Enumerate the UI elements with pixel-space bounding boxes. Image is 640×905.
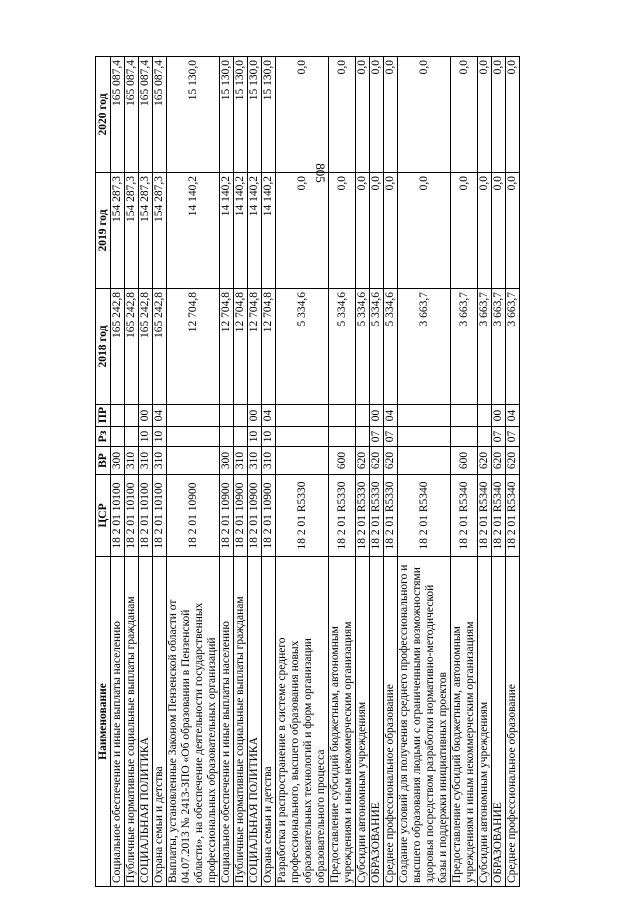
row-vr-cell: 620: [370, 447, 384, 475]
row-2018-cell: 12 704,8: [167, 289, 220, 405]
row-2018-cell: 12 704,8: [220, 289, 234, 405]
rotated-table-wrapper: [95, 57, 570, 887]
table-row: [167, 57, 220, 887]
header-2020: 2020 год: [96, 57, 111, 173]
row-pr-cell: 00: [370, 405, 384, 427]
row-2018-cell: 5 334,6: [276, 289, 329, 405]
row-2020-cell: 165 087,4: [139, 57, 153, 173]
row-pr-cell: 00: [492, 405, 506, 427]
row-vr-cell: [276, 447, 329, 475]
row-2020-cell: 0,0: [506, 57, 520, 173]
row-2018-cell: 12 704,8: [234, 289, 248, 405]
row-vr-cell: 620: [478, 447, 492, 475]
table-row: [370, 57, 384, 887]
row-2018-cell: 5 334,6: [356, 289, 370, 405]
row-rz-cell: 07: [370, 427, 384, 447]
table-row: [451, 57, 478, 887]
row-rz-cell: [167, 427, 220, 447]
row-2020-cell: 15 130,0: [220, 57, 234, 173]
row-name-cell: Среднее профессиональное образование: [384, 557, 398, 887]
row-2019-cell: 154 287,3: [125, 173, 139, 289]
row-2019-cell: 14 140,2: [220, 173, 234, 289]
row-name-cell: Предоставление субсидий бюджетным, автономным учреждениям и иным некоммерческим организациям: [451, 557, 478, 887]
row-pr-cell: [356, 405, 370, 427]
row-2019-cell: 154 287,3: [139, 173, 153, 289]
row-csr-cell: 18 2 01 R5330: [276, 475, 329, 557]
row-name-cell: Субсидии автономным учреждениям: [478, 557, 492, 887]
row-rz-cell: [451, 427, 478, 447]
row-name-cell: Охрана семьи и детства: [153, 557, 167, 887]
row-pr-cell: 00: [139, 405, 153, 427]
table-row: [356, 57, 370, 887]
row-vr-cell: 310: [262, 447, 276, 475]
row-name-cell: Публичные нормативные социальные выплаты гражданам: [234, 557, 248, 887]
row-vr-cell: 300: [220, 447, 234, 475]
row-2019-cell: 14 140,2: [234, 173, 248, 289]
row-name-cell: Предоставление субсидий бюджетным, автономным учреждениям и иным некоммерческим организациям: [329, 557, 356, 887]
row-name-cell: Публичные нормативные социальные выплаты гражданам: [125, 557, 139, 887]
row-2020-cell: 165 087,4: [153, 57, 167, 173]
row-rz-cell: [478, 427, 492, 447]
row-2018-cell: 3 663,7: [478, 289, 492, 405]
row-name-cell: Разработка и распространение в системе среднего профессионального, высшего образования новых образовательных технологий и форм организации образовательного процесса: [276, 557, 329, 887]
row-vr-cell: 300: [111, 447, 125, 475]
row-2019-cell: 14 140,2: [262, 173, 276, 289]
row-name-cell: Социальное обеспечение и иные выплаты населению: [220, 557, 234, 887]
row-name-cell: ОБРАЗОВАНИЕ: [370, 557, 384, 887]
row-2018-cell: 3 663,7: [451, 289, 478, 405]
row-2020-cell: 0,0: [276, 57, 329, 173]
row-2018-cell: 12 704,8: [248, 289, 262, 405]
row-2020-cell: 15 130,0: [167, 57, 220, 173]
row-name-cell: Выплаты, установленные Законом Пензенской области от 04.07.2013 № 2413-ЗПО «Об образовании в Пензенской области», на обеспечение деятельности государственных профессиональных образовательных организаций: [167, 557, 220, 887]
row-name-cell: Социальное обеспечение и иные выплаты населению: [111, 557, 125, 887]
row-pr-cell: [478, 405, 492, 427]
row-rz-cell: [220, 427, 234, 447]
row-csr-cell: 18 2 01 R5330: [356, 475, 370, 557]
row-name-cell: СОЦИАЛЬНАЯ ПОЛИТИКА: [139, 557, 153, 887]
page-number: 805: [313, 163, 328, 183]
table-row: [248, 57, 262, 887]
row-csr-cell: 18 2 01 10100: [125, 475, 139, 557]
row-vr-cell: 310: [139, 447, 153, 475]
row-2020-cell: 15 130,0: [234, 57, 248, 173]
row-csr-cell: 18 2 01 10100: [111, 475, 125, 557]
row-2019-cell: 0,0: [329, 173, 356, 289]
row-rz-cell: [356, 427, 370, 447]
row-2020-cell: 15 130,0: [248, 57, 262, 173]
row-pr-cell: 04: [384, 405, 398, 427]
table-row: [153, 57, 167, 887]
budget-table: [95, 56, 520, 887]
table-header-row: [96, 57, 111, 887]
row-vr-cell: [398, 447, 451, 475]
row-rz-cell: 10: [248, 427, 262, 447]
table-row: [111, 57, 125, 887]
row-csr-cell: 18 2 01 R5340: [478, 475, 492, 557]
table-row: [398, 57, 451, 887]
row-2019-cell: 0,0: [506, 173, 520, 289]
row-pr-cell: [125, 405, 139, 427]
row-name-cell: Создание условий для получения среднего профессионального и высшего образования людьми с ограниченными возможностями здоровья посредством разработки нормативно-методической базы и поддержки инициативных проектов: [398, 557, 451, 887]
row-vr-cell: 620: [506, 447, 520, 475]
row-csr-cell: 18 2 01 10900: [248, 475, 262, 557]
row-vr-cell: [167, 447, 220, 475]
table-row: [262, 57, 276, 887]
row-2018-cell: 5 334,6: [329, 289, 356, 405]
row-2018-cell: 165 242,8: [111, 289, 125, 405]
row-2020-cell: 0,0: [398, 57, 451, 173]
row-2020-cell: 15 130,0: [262, 57, 276, 173]
row-2019-cell: 14 140,2: [248, 173, 262, 289]
row-2018-cell: 3 663,7: [492, 289, 506, 405]
row-vr-cell: 620: [356, 447, 370, 475]
row-rz-cell: [398, 427, 451, 447]
table-row: [478, 57, 492, 887]
row-csr-cell: 18 2 01 10900: [167, 475, 220, 557]
row-rz-cell: 10: [262, 427, 276, 447]
row-2019-cell: 0,0: [370, 173, 384, 289]
row-2018-cell: 3 663,7: [398, 289, 451, 405]
row-2020-cell: 0,0: [384, 57, 398, 173]
row-vr-cell: 310: [153, 447, 167, 475]
row-rz-cell: [276, 427, 329, 447]
row-rz-cell: [111, 427, 125, 447]
row-pr-cell: 04: [153, 405, 167, 427]
row-csr-cell: 18 2 01 10100: [153, 475, 167, 557]
row-rz-cell: 07: [492, 427, 506, 447]
row-pr-cell: [234, 405, 248, 427]
header-rz: Рз: [96, 427, 111, 447]
row-2019-cell: 0,0: [398, 173, 451, 289]
row-name-cell: Среднее профессиональное образование: [506, 557, 520, 887]
row-vr-cell: 600: [451, 447, 478, 475]
row-2019-cell: 0,0: [384, 173, 398, 289]
row-pr-cell: 00: [248, 405, 262, 427]
row-2020-cell: 0,0: [451, 57, 478, 173]
row-2019-cell: 0,0: [492, 173, 506, 289]
table-row: [220, 57, 234, 887]
row-vr-cell: 620: [492, 447, 506, 475]
row-csr-cell: 18 2 01 10900: [262, 475, 276, 557]
table-row: [384, 57, 398, 887]
table-row: [125, 57, 139, 887]
row-2018-cell: 165 242,8: [139, 289, 153, 405]
header-2018: 2018 год: [96, 289, 111, 405]
row-2019-cell: 0,0: [451, 173, 478, 289]
row-2019-cell: 154 287,3: [153, 173, 167, 289]
row-csr-cell: 18 2 01 R5330: [384, 475, 398, 557]
row-2020-cell: 165 087,4: [125, 57, 139, 173]
row-2019-cell: 0,0: [276, 173, 329, 289]
row-rz-cell: [234, 427, 248, 447]
row-2020-cell: 165 087,4: [111, 57, 125, 173]
row-2019-cell: 14 140,2: [167, 173, 220, 289]
row-vr-cell: 310: [248, 447, 262, 475]
row-name-cell: СОЦИАЛЬНАЯ ПОЛИТИКА: [248, 557, 262, 887]
row-csr-cell: 18 2 01 R5330: [329, 475, 356, 557]
row-pr-cell: [451, 405, 478, 427]
row-csr-cell: 18 2 01 10100: [139, 475, 153, 557]
row-pr-cell: 04: [506, 405, 520, 427]
row-2020-cell: 0,0: [329, 57, 356, 173]
row-rz-cell: 07: [384, 427, 398, 447]
row-rz-cell: 10: [153, 427, 167, 447]
row-rz-cell: 10: [139, 427, 153, 447]
table-body: [111, 57, 520, 887]
row-2018-cell: 165 242,8: [125, 289, 139, 405]
row-csr-cell: 18 2 01 10900: [234, 475, 248, 557]
row-rz-cell: [125, 427, 139, 447]
row-rz-cell: [329, 427, 356, 447]
row-2019-cell: 154 287,3: [111, 173, 125, 289]
row-2020-cell: 0,0: [492, 57, 506, 173]
row-2018-cell: 3 663,7: [506, 289, 520, 405]
row-pr-cell: [276, 405, 329, 427]
table-row: [276, 57, 329, 887]
table-row: [234, 57, 248, 887]
row-vr-cell: 310: [125, 447, 139, 475]
row-csr-cell: 18 2 01 R5340: [492, 475, 506, 557]
row-rz-cell: 07: [506, 427, 520, 447]
row-2018-cell: 165 242,8: [153, 289, 167, 405]
row-2018-cell: 5 334,6: [370, 289, 384, 405]
row-2019-cell: 0,0: [356, 173, 370, 289]
row-pr-cell: 04: [262, 405, 276, 427]
header-csr: ЦСР: [96, 475, 111, 557]
row-pr-cell: [167, 405, 220, 427]
row-pr-cell: [329, 405, 356, 427]
header-vr: ВР: [96, 447, 111, 475]
row-2019-cell: 0,0: [478, 173, 492, 289]
header-2019: 2019 год: [96, 173, 111, 289]
row-csr-cell: 18 2 01 R5340: [398, 475, 451, 557]
table-row: [139, 57, 153, 887]
row-csr-cell: 18 2 01 R5340: [506, 475, 520, 557]
table-row: [506, 57, 520, 887]
table-row: [492, 57, 506, 887]
row-vr-cell: 620: [384, 447, 398, 475]
row-2020-cell: 0,0: [356, 57, 370, 173]
row-csr-cell: 18 2 01 R5340: [451, 475, 478, 557]
row-pr-cell: [220, 405, 234, 427]
row-name-cell: Субсидии автономным учреждениям: [356, 557, 370, 887]
row-csr-cell: 18 2 01 R5330: [370, 475, 384, 557]
row-2018-cell: 12 704,8: [262, 289, 276, 405]
table-row: [329, 57, 356, 887]
row-2018-cell: 5 334,6: [384, 289, 398, 405]
row-name-cell: ОБРАЗОВАНИЕ: [492, 557, 506, 887]
row-pr-cell: [398, 405, 451, 427]
header-pr: ПР: [96, 405, 111, 427]
row-vr-cell: 600: [329, 447, 356, 475]
row-vr-cell: 310: [234, 447, 248, 475]
row-pr-cell: [111, 405, 125, 427]
row-2020-cell: 0,0: [478, 57, 492, 173]
row-2020-cell: 0,0: [370, 57, 384, 173]
row-csr-cell: 18 2 01 10900: [220, 475, 234, 557]
header-name: Наименование: [96, 557, 111, 887]
row-name-cell: Охрана семьи и детства: [262, 557, 276, 887]
